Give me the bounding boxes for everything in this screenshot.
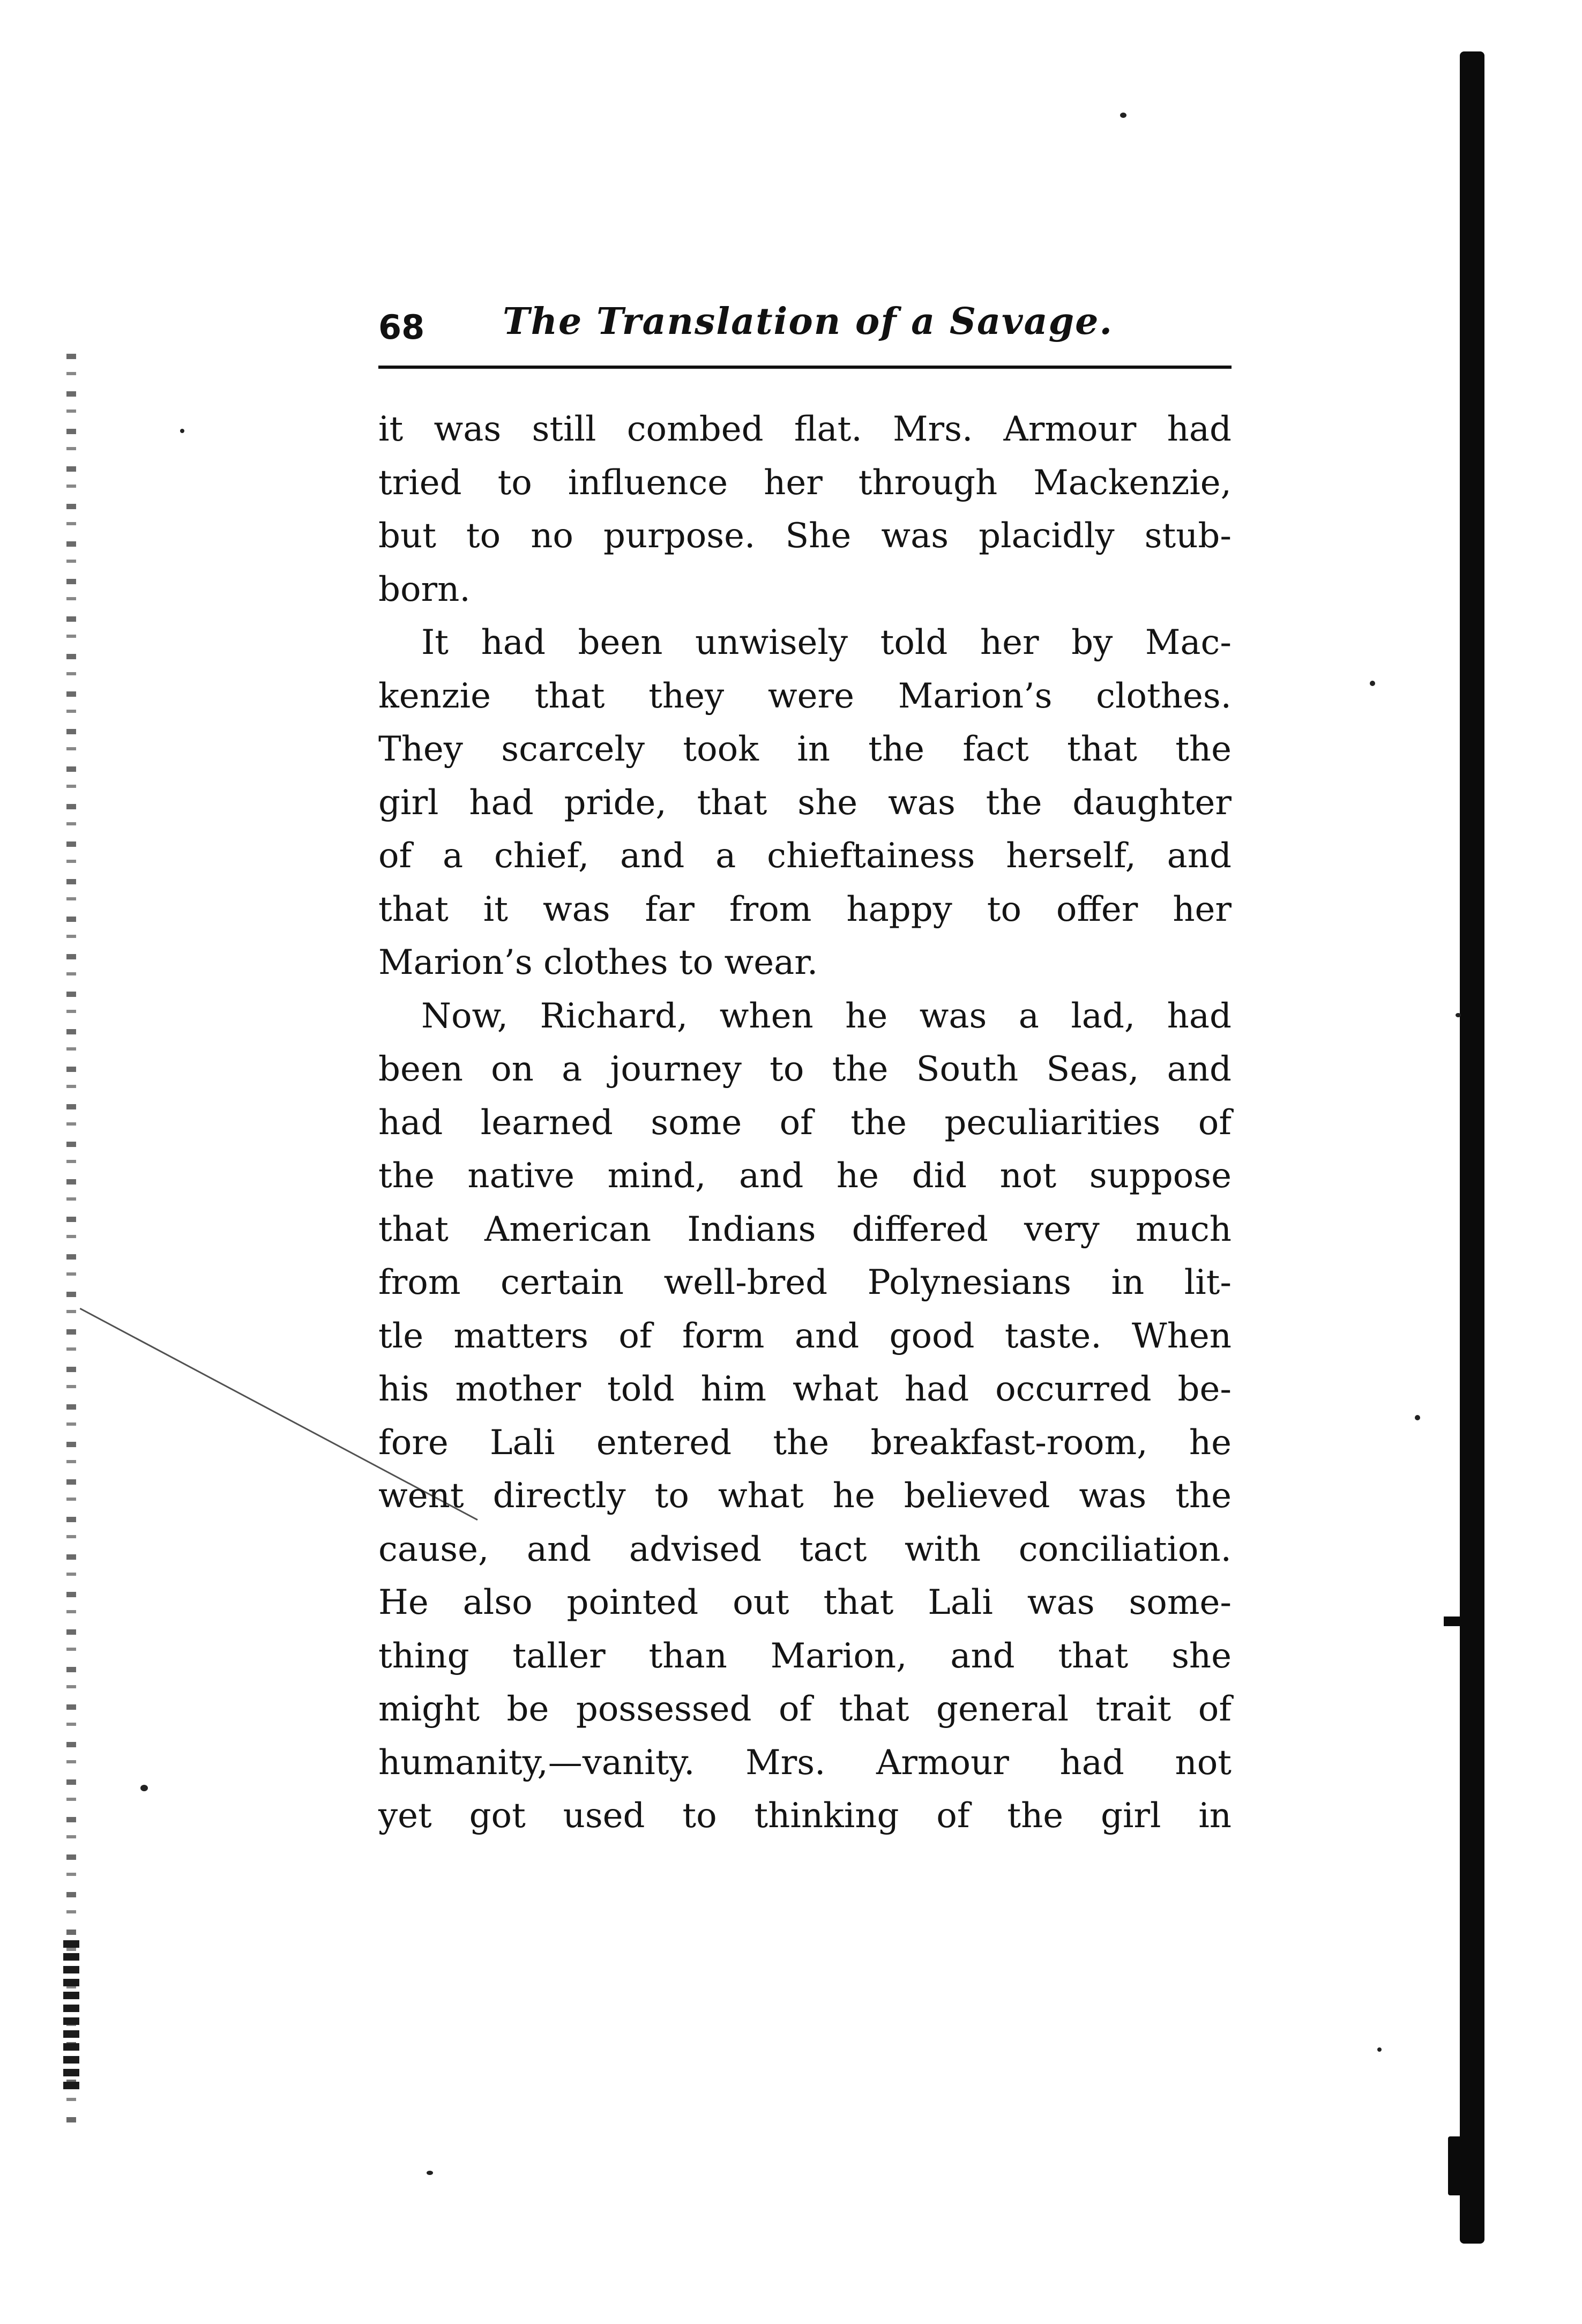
text-line: humanity,—vanity. Mrs. Armour had not [378, 1742, 1232, 1783]
scan-margin-noise [66, 354, 76, 2133]
paragraph-start-line: Now, Richard, when he was a lad, had [421, 996, 1232, 1036]
header-rule [378, 366, 1232, 369]
text-line: been on a journey to the South Seas, and [378, 1049, 1232, 1089]
text-line: had learned some of the peculiarities of [378, 1103, 1232, 1143]
text-line: of a chief, and a chieftainess herself, and [378, 836, 1232, 876]
scan-speck [427, 2171, 433, 2175]
scan-speck [1120, 113, 1126, 118]
text-line: but to no purpose. She was placidly stub- [378, 516, 1232, 556]
text-line: tle matters of form and good taste. When [378, 1316, 1232, 1356]
text-line: that it was far from happy to offer her [378, 889, 1232, 929]
body-text [378, 403, 1232, 1843]
text-line: from certain well-bred Polynesians in lit- [378, 1263, 1232, 1302]
text-line: They scarcely took in the fact that the [378, 729, 1232, 769]
running-title: The Translation of a Savage. [503, 300, 1114, 343]
scan-speck [1370, 681, 1375, 686]
text-line: kenzie that they were Marion’s clothes. [378, 676, 1232, 716]
paragraph-start-line: It had been unwisely told her by Mac- [421, 623, 1232, 662]
running-header [378, 300, 1232, 358]
scan-speck [1377, 2047, 1382, 2052]
text-line: girl had pride, that she was the daughter [378, 783, 1232, 823]
text-line: the native mind, and he did not suppose [378, 1156, 1232, 1196]
text-line: yet got used to thinking of the girl in [378, 1796, 1232, 1836]
text-line: went directly to what he believed was the [378, 1476, 1232, 1516]
scan-speck [180, 429, 184, 433]
text-line: He also pointed out that Lali was some- [378, 1583, 1232, 1622]
scan-speck [1456, 1013, 1461, 1017]
scan-speck [140, 1785, 148, 1791]
text-line: might be possessed of that general trait of [378, 1689, 1232, 1729]
page-number: 68 [378, 308, 425, 347]
text-line: thing taller than Marion, and that she [378, 1636, 1232, 1676]
scan-speck [1415, 1415, 1420, 1420]
text-line: fore Lali entered the breakfast-room, he [378, 1422, 1232, 1463]
text-line: cause, and advised tact with conciliation. [378, 1529, 1232, 1569]
text-line: born. [378, 569, 471, 609]
text-line: Marion’s clothes to wear. [378, 943, 818, 982]
text-line: his mother told him what had occurred be- [378, 1369, 1232, 1409]
text-line: it was still combed flat. Mrs. Armour had [378, 409, 1232, 449]
text-line: that American Indians differed very much [378, 1209, 1232, 1249]
text-line: tried to influence her through Mackenzie, [378, 463, 1232, 503]
scan-binding-edge [1460, 51, 1484, 2244]
scan-margin-noise-block [63, 1940, 79, 2090]
